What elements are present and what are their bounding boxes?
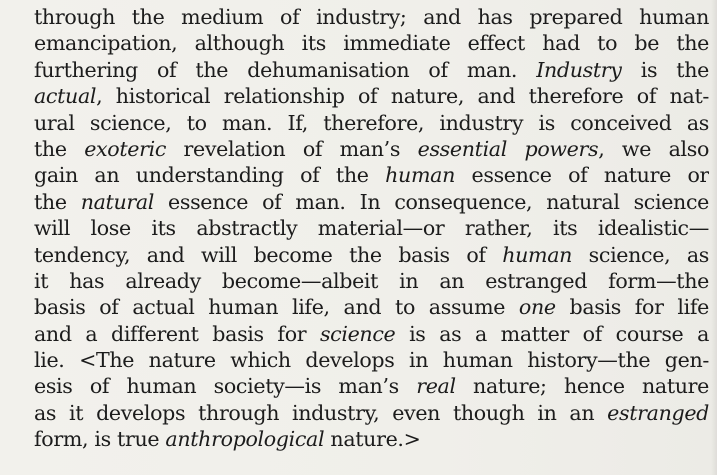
text-line xyxy=(34,83,709,109)
text-run: the xyxy=(34,189,81,214)
italic-emphasis: human xyxy=(502,242,573,267)
text-run: tendency, and will become the basis of xyxy=(34,242,503,267)
italic-emphasis: human xyxy=(385,163,455,188)
text-run: , historical relationship of nature, and therefore of nat- xyxy=(96,84,709,109)
italic-emphasis: anthropological xyxy=(165,427,325,452)
text-run: , we also xyxy=(598,136,709,161)
text-line xyxy=(34,110,709,136)
italic-emphasis: science xyxy=(319,321,396,346)
text-line xyxy=(34,215,709,241)
text-line xyxy=(34,30,709,56)
text-run: will lose its abstractly material—or rather, its idealistic— xyxy=(34,216,709,241)
text-run: esis of human society—is man’s xyxy=(34,374,417,399)
text-run: basis of actual human life, and to assume xyxy=(34,295,519,320)
text-line xyxy=(34,400,709,426)
text-run: ural science, to man. If, therefore, industry is conceived as xyxy=(34,110,709,135)
text-line xyxy=(34,57,709,83)
text-run: is the xyxy=(621,57,709,82)
text-line xyxy=(34,136,709,162)
text-run: as it develops through industry, even though in an xyxy=(34,400,608,425)
text-line xyxy=(34,426,709,452)
text-run: basis for life xyxy=(555,295,709,320)
text-run: science, as xyxy=(572,242,709,267)
text-run: essence of nature or xyxy=(455,163,709,188)
text-run: through the medium of industry; and has prepared human xyxy=(34,5,709,29)
italic-emphasis: Industry xyxy=(536,57,622,82)
text-run: is as a matter of course a xyxy=(395,321,709,346)
italic-emphasis: estranged xyxy=(607,400,709,425)
text-run: essence of man. In consequence, natural science xyxy=(154,189,709,214)
text-run: form, is true xyxy=(34,427,166,452)
text-line xyxy=(34,162,709,188)
page-edge-shadow xyxy=(711,0,717,475)
text-line xyxy=(34,347,709,373)
text-run: the xyxy=(34,136,85,161)
text-line xyxy=(34,268,709,294)
text-line xyxy=(34,321,709,347)
text-line xyxy=(34,189,709,215)
text-run: nature; hence nature xyxy=(455,374,709,399)
text-run: it has already become—albeit in an estranged form—the xyxy=(34,268,709,293)
text-run: nature.> xyxy=(324,427,421,452)
text-line xyxy=(34,294,709,320)
text-run: emancipation, although its immediate effect had to be the xyxy=(34,31,709,56)
italic-emphasis: essential powers xyxy=(417,136,599,161)
text-run: and a different basis for xyxy=(34,321,320,346)
text-line xyxy=(34,4,709,30)
text-run: gain an understanding of the xyxy=(34,163,386,188)
text-run: revelation of man’s xyxy=(166,136,418,161)
italic-emphasis: exoteric xyxy=(84,136,167,161)
italic-emphasis: one xyxy=(518,295,556,320)
text-run: lie. <The nature which develops in human history—the gen- xyxy=(34,348,709,373)
italic-emphasis: natural xyxy=(80,189,155,214)
text-line xyxy=(34,373,709,399)
italic-emphasis: real xyxy=(416,374,456,399)
text-line xyxy=(34,242,709,268)
body-text xyxy=(34,4,709,453)
text-run: furthering of the dehumanisation of man. xyxy=(34,57,537,82)
italic-emphasis: actual xyxy=(34,84,97,109)
